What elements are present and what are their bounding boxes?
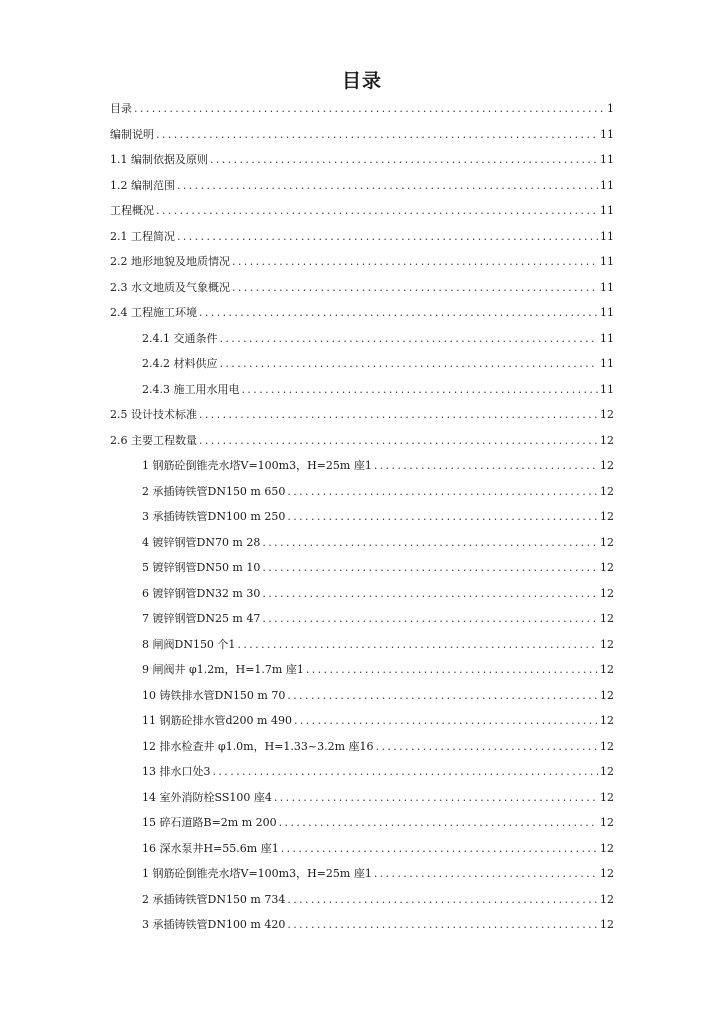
toc-page-number: 12 <box>600 663 614 676</box>
toc-dot-leader <box>237 632 598 658</box>
toc-entry[interactable] <box>110 555 614 581</box>
toc-entry[interactable] <box>110 402 614 428</box>
toc-entry-label: 9 闸阀井 φ1.2m，H=1.7m 座1 <box>142 663 304 676</box>
toc-entry-label: 2.4.3 施工用水用电 <box>142 382 240 396</box>
toc-page-number: 11 <box>600 331 614 345</box>
toc-entry-label: 11 钢筋砼排水管d200 m 490 <box>142 714 292 727</box>
toc-entry-label: 2.6 主要工程数量 <box>110 433 197 447</box>
toc-page-number: 11 <box>600 357 614 370</box>
toc-entry-label: 2.3 水文地质及气象概况 <box>110 280 230 294</box>
toc-entry[interactable] <box>110 249 614 275</box>
toc-entry[interactable] <box>110 300 614 326</box>
toc-entry-label: 目录 <box>110 102 132 115</box>
toc-page-number: 12 <box>600 867 614 880</box>
toc-entry-label: 2.5 设计技术标准 <box>110 408 197 421</box>
toc-entry-label: 3 承插铸铁管DN100 m 420 <box>142 918 286 931</box>
toc-entry[interactable] <box>110 275 614 301</box>
toc-dot-leader <box>374 453 598 479</box>
toc-page-number: 11 <box>600 229 614 243</box>
toc-dot-leader <box>220 326 599 352</box>
toc-page-number: 11 <box>600 204 614 217</box>
toc-page-number: 12 <box>600 918 614 931</box>
toc-entry[interactable] <box>110 632 614 658</box>
toc-entry[interactable] <box>110 530 614 556</box>
toc-dot-leader <box>199 300 598 326</box>
toc-entry-label: 1.2 编制范围 <box>110 178 175 192</box>
toc-dot-leader <box>287 504 598 530</box>
toc-entry-label: 2.2 地形地貌及地质情况 <box>110 255 230 268</box>
toc-entry-label: 1 钢筋砼倒锥壳水塔V=100m3，H=25m 座1 <box>142 459 372 472</box>
toc-entry-label: 15 碎石道路B=2m m 200 <box>142 816 277 829</box>
toc-entry-label: 2 承插铸铁管DN150 m 734 <box>142 892 286 906</box>
toc-page-number: 12 <box>600 561 614 574</box>
toc-dot-leader <box>199 428 598 454</box>
toc-dot-leader <box>287 683 598 709</box>
toc-dot-leader <box>374 861 598 887</box>
toc-entry[interactable] <box>110 147 614 173</box>
toc-page-number: 12 <box>600 586 614 600</box>
toc-page-number: 12 <box>600 790 614 804</box>
toc-entry[interactable] <box>110 453 614 479</box>
toc-entry[interactable] <box>110 122 614 148</box>
toc-entry-label: 6 镀锌钢管DN32 m 30 <box>142 586 261 600</box>
toc-dot-leader <box>177 224 598 250</box>
toc-dot-leader <box>220 351 599 377</box>
toc-entry-label: 16 深水泵井H=55.6m 座1 <box>142 841 279 855</box>
toc-dot-leader <box>274 785 598 811</box>
toc-entry-label: 14 室外消防栓SS100 座4 <box>142 790 272 804</box>
toc-entry-label: 10 铸铁排水管DN150 m 70 <box>142 688 286 702</box>
toc-entry[interactable] <box>110 173 614 199</box>
toc-entry-label: 4 镀锌钢管DN70 m 28 <box>142 535 261 549</box>
toc-page-number: 11 <box>600 382 614 396</box>
toc-entry[interactable] <box>110 581 614 607</box>
toc-dot-leader <box>294 708 598 734</box>
toc-page-number: 11 <box>600 178 614 192</box>
toc-entry[interactable] <box>110 912 614 938</box>
toc-entry[interactable] <box>110 861 614 887</box>
toc-entry-label: 编制说明 <box>110 127 154 141</box>
toc-page-number: 12 <box>600 484 614 498</box>
toc-dot-leader <box>210 147 598 173</box>
toc-page-number: 11 <box>600 255 614 268</box>
toc-entry[interactable] <box>110 810 614 836</box>
toc-entry[interactable] <box>110 708 614 734</box>
toc-dot-leader <box>262 606 598 632</box>
table-of-contents <box>110 96 614 938</box>
toc-entry[interactable] <box>110 657 614 683</box>
toc-dot-leader <box>213 759 599 785</box>
toc-dot-leader <box>242 377 599 403</box>
toc-entry-label: 2.4 工程施工环境 <box>110 306 197 319</box>
toc-entry-label: 2.1 工程简况 <box>110 229 175 243</box>
toc-entry[interactable] <box>110 326 614 352</box>
toc-entry-label: 2.4.1 交通条件 <box>142 331 218 345</box>
toc-entry-label: 工程概况 <box>110 204 154 217</box>
toc-page-number: 12 <box>600 841 614 855</box>
toc-entry[interactable] <box>110 836 614 862</box>
toc-entry-label: 2.4.2 材料供应 <box>142 357 218 370</box>
toc-dot-leader <box>199 402 598 428</box>
toc-entry[interactable] <box>110 734 614 760</box>
toc-entry-label: 5 镀锌钢管DN50 m 10 <box>142 561 261 574</box>
toc-page-number: 12 <box>600 816 614 829</box>
toc-dot-leader <box>287 479 598 505</box>
toc-page-number: 12 <box>600 739 614 753</box>
toc-dot-leader <box>134 96 605 122</box>
toc-entry-label: 1.1 编制依据及原则 <box>110 153 208 166</box>
toc-title: 目录 <box>341 70 382 92</box>
toc-entry[interactable] <box>110 224 614 250</box>
toc-page-number: 11 <box>600 127 614 141</box>
toc-dot-leader <box>279 810 598 836</box>
toc-page-number: 12 <box>600 892 614 906</box>
toc-page-number: 1 <box>607 102 614 115</box>
toc-entry[interactable] <box>110 785 614 811</box>
toc-page-number: 12 <box>600 433 614 447</box>
toc-entry-label: 1 钢筋砼倒锥壳水塔V=100m3，H=25m 座1 <box>142 867 372 880</box>
toc-entry-label: 8 闸阀DN150 个1 <box>142 637 236 651</box>
toc-dot-leader <box>232 249 598 275</box>
toc-page-number: 11 <box>600 306 614 319</box>
toc-entry[interactable] <box>110 479 614 505</box>
toc-page-number: 12 <box>600 535 614 549</box>
toc-entry[interactable] <box>110 377 614 403</box>
toc-dot-leader <box>177 173 598 199</box>
toc-entry[interactable] <box>110 96 614 122</box>
toc-entry[interactable] <box>110 504 614 530</box>
toc-entry[interactable] <box>110 759 614 785</box>
toc-dot-leader <box>232 275 598 301</box>
toc-page-number: 11 <box>600 280 614 294</box>
toc-entry-label: 13 排水口处3 <box>142 765 211 778</box>
toc-entry-label: 2 承插铸铁管DN150 m 650 <box>142 484 286 498</box>
toc-dot-leader <box>287 887 598 913</box>
toc-entry[interactable] <box>110 351 614 377</box>
toc-dot-leader <box>281 836 598 862</box>
toc-entry[interactable] <box>110 683 614 709</box>
toc-page-number: 12 <box>600 408 614 421</box>
toc-page-number: 12 <box>600 510 614 523</box>
toc-dot-leader <box>156 122 598 148</box>
toc-entry[interactable] <box>110 198 614 224</box>
toc-page-number: 12 <box>600 612 614 625</box>
toc-entry[interactable] <box>110 428 614 454</box>
toc-page-number: 12 <box>600 637 614 651</box>
toc-dot-leader <box>262 581 598 607</box>
toc-entry-label: 12 排水检查井 φ1.0m，H=1.33~3.2m 座16 <box>142 739 374 753</box>
toc-dot-leader <box>306 657 598 683</box>
toc-page-number: 12 <box>600 688 614 702</box>
toc-page-number: 12 <box>600 714 614 727</box>
toc-entry-label: 3 承插铸铁管DN100 m 250 <box>142 510 286 523</box>
toc-page-number: 12 <box>600 765 614 778</box>
toc-entry-label: 7 镀锌钢管DN25 m 47 <box>142 612 261 625</box>
toc-entry[interactable] <box>110 606 614 632</box>
toc-dot-leader <box>262 555 598 581</box>
toc-page-number: 11 <box>600 153 614 166</box>
toc-dot-leader <box>156 198 598 224</box>
toc-dot-leader <box>262 530 598 556</box>
toc-page-number: 12 <box>600 459 614 472</box>
toc-dot-leader <box>376 734 598 760</box>
toc-dot-leader <box>287 912 598 938</box>
toc-entry[interactable] <box>110 887 614 913</box>
